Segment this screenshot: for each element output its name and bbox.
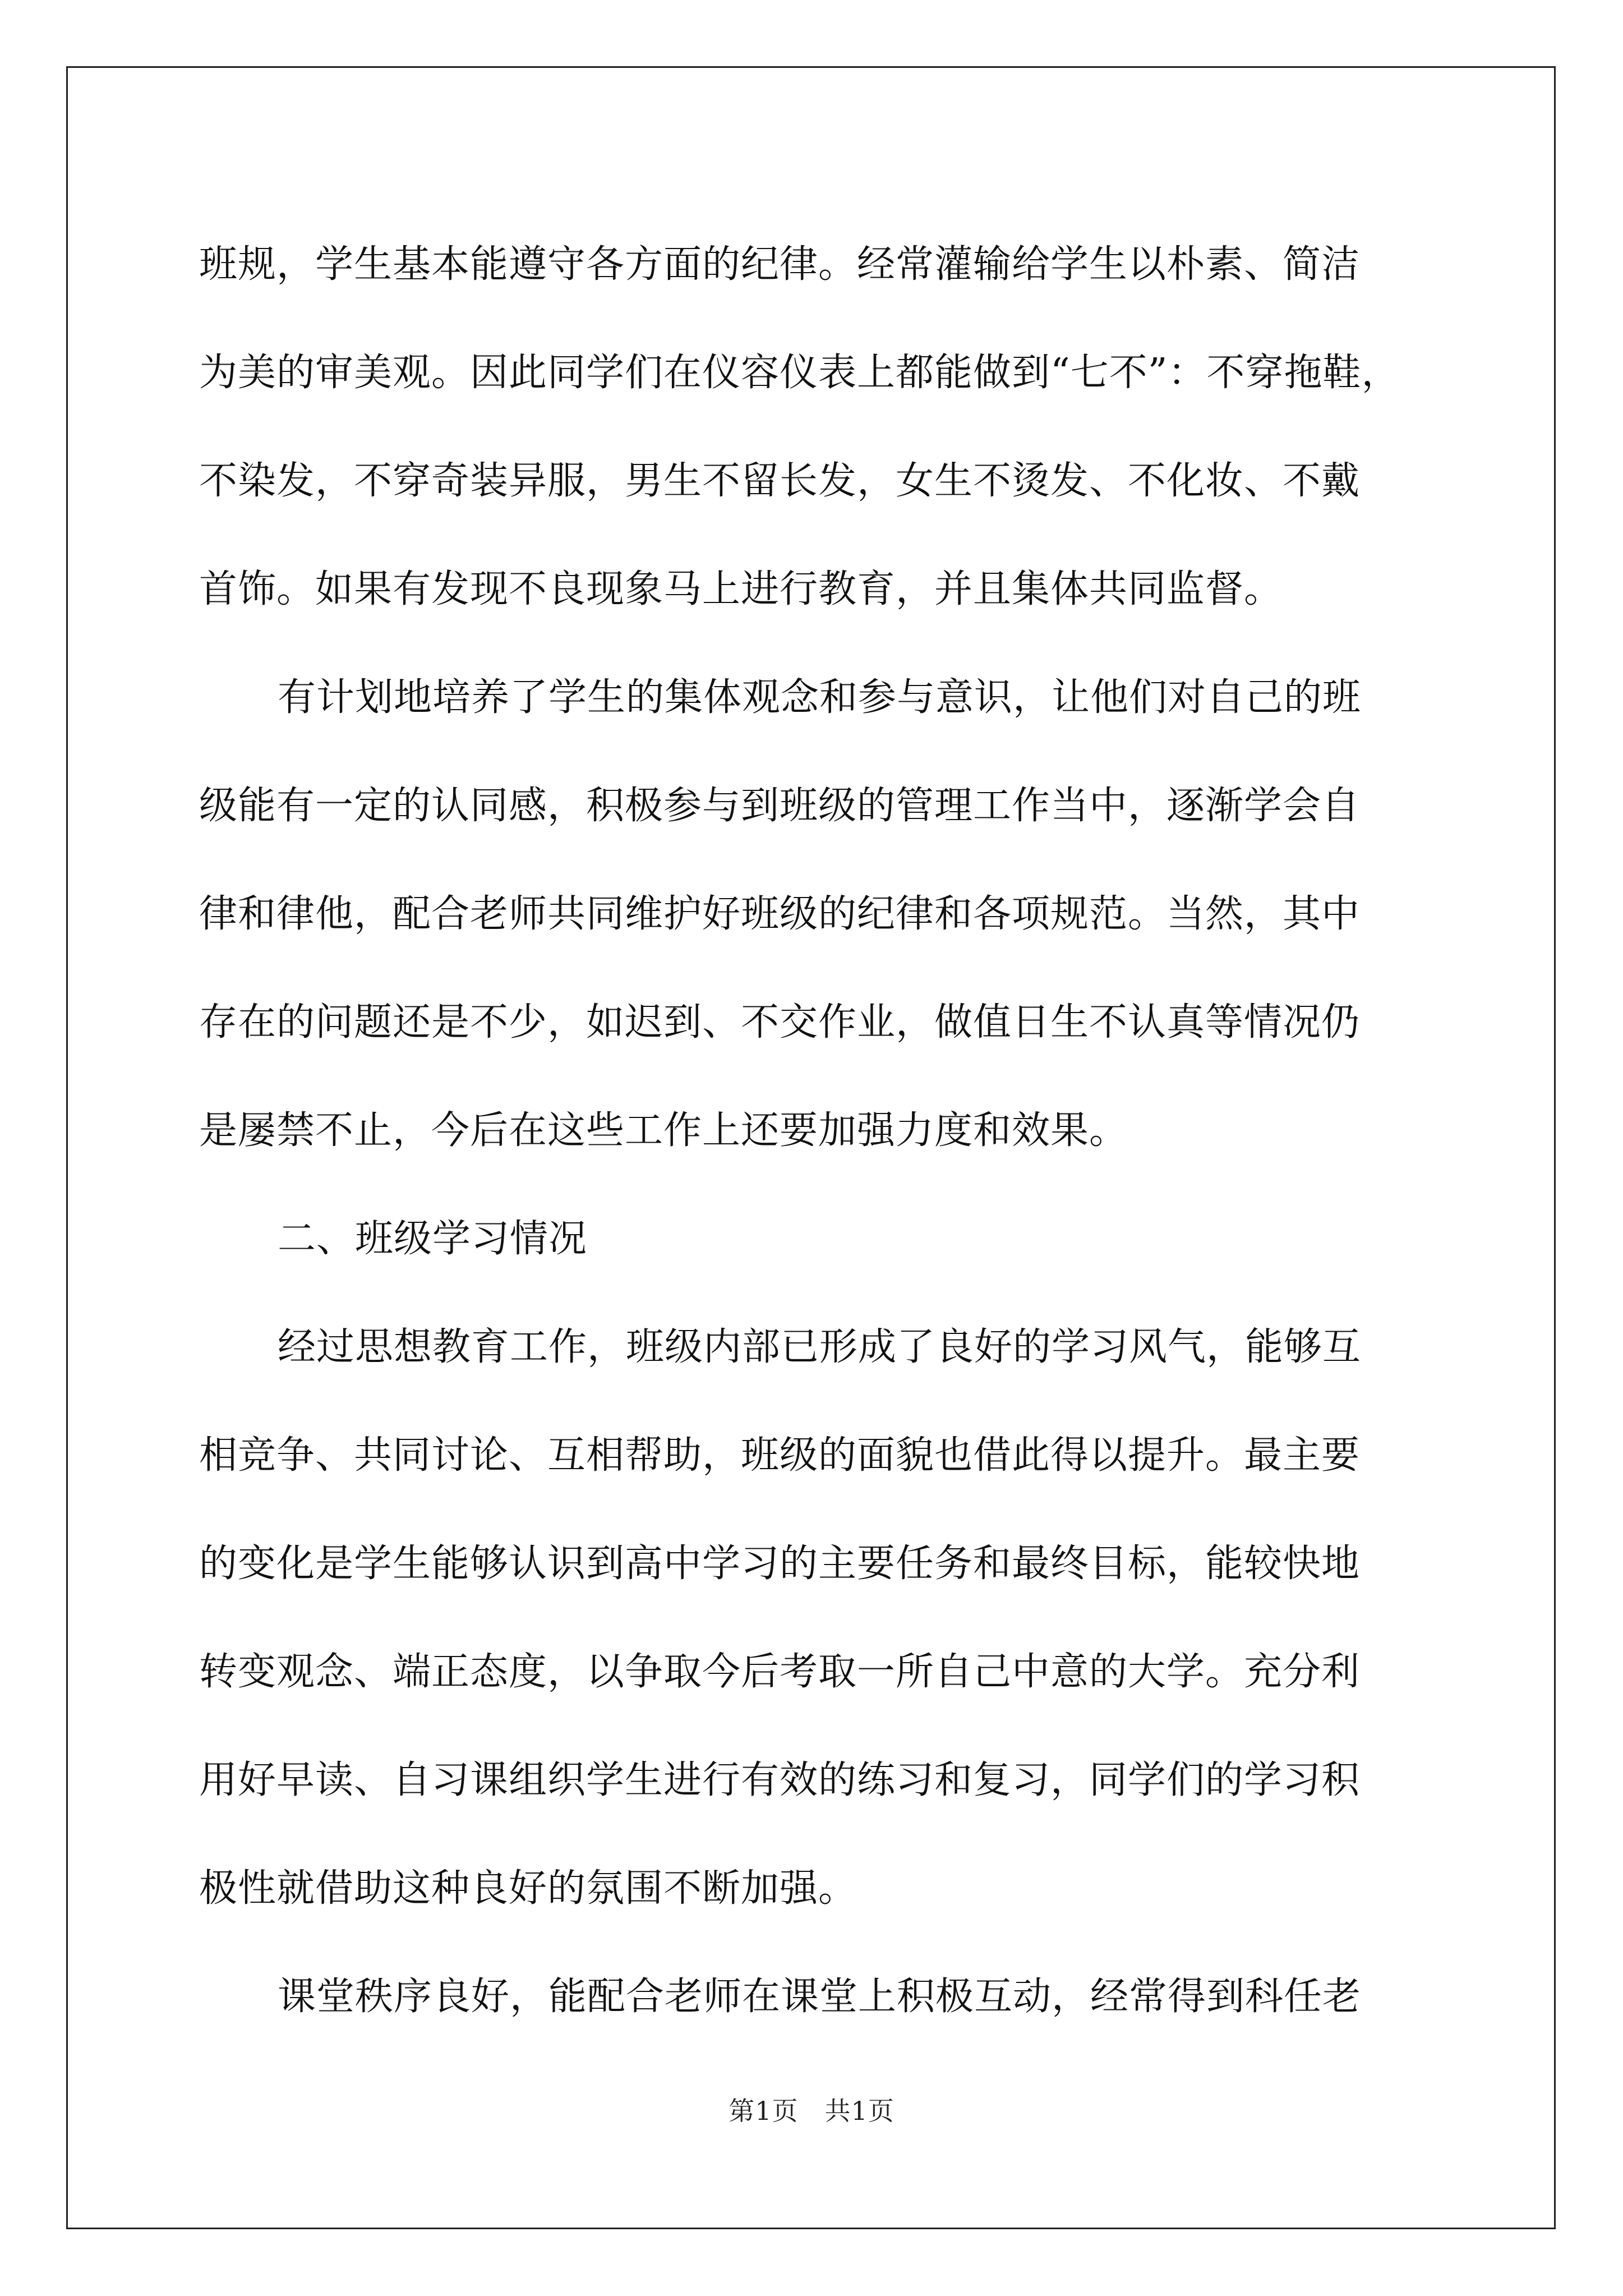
text-line: 相竞争、共同讨论、互相帮助，班级的面貌也借此得以提升。最主要 — [199, 1433, 1361, 1478]
text-line: 是屡禁不止，今后在这些工作上还要加强力度和效果。 — [199, 1108, 1128, 1153]
text-line: 级能有一定的认同感，积极参与到班级的管理工作当中，逐渐学会自 — [199, 784, 1361, 828]
text-line: 不染发，不穿奇装异服，男生不留长发，女生不烫发、不化妆、不戴 — [199, 459, 1361, 503]
text-line: 首饰。如果有发现不良现象马上进行教育，并且集体共同监督。 — [199, 567, 1283, 611]
text-line: 的变化是学生能够认识到高中学习的主要任务和最终目标，能较快地 — [199, 1542, 1361, 1586]
text-line: 转变观念、端正态度，以争取今后考取一所自己中意的大学。充分利 — [199, 1650, 1361, 1694]
text-line: 为美的审美观。因此同学们在仪容仪表上都能做到“七不”：不穿拖鞋， — [199, 351, 1400, 395]
text-line: 经过思想教育工作，班级内部已形成了良好的学习风气，能够互 — [278, 1325, 1362, 1369]
section-heading: 二、班级学习情况 — [278, 1217, 588, 1261]
text-block — [199, 210, 1427, 2051]
text-line: 课堂秩序良好，能配合老师在课堂上积极互动，经常得到科任老 — [278, 1975, 1362, 2019]
document-body — [199, 210, 1427, 2051]
text-line: 用好早读、自习课组织学生进行有效的练习和复习，同学们的学习积 — [199, 1758, 1361, 1802]
text-line: 存在的问题还是不少，如迟到、不交作业，做值日生不认真等情况仍 — [199, 1000, 1361, 1045]
text-line: 律和律他，配合老师共同维护好班级的纪律和各项规范。当然，其中 — [199, 892, 1361, 936]
text-line: 极性就借助这种良好的氛围不断加强。 — [199, 1866, 857, 1911]
page-footer: 第1页 共1页 — [728, 2096, 895, 2126]
text-line: 班规，学生基本能遵守各方面的纪律。经常灌输给学生以朴素、简洁 — [199, 242, 1361, 287]
text-line: 有计划地培养了学生的集体观念和参与意识，让他们对自己的班 — [278, 675, 1362, 720]
